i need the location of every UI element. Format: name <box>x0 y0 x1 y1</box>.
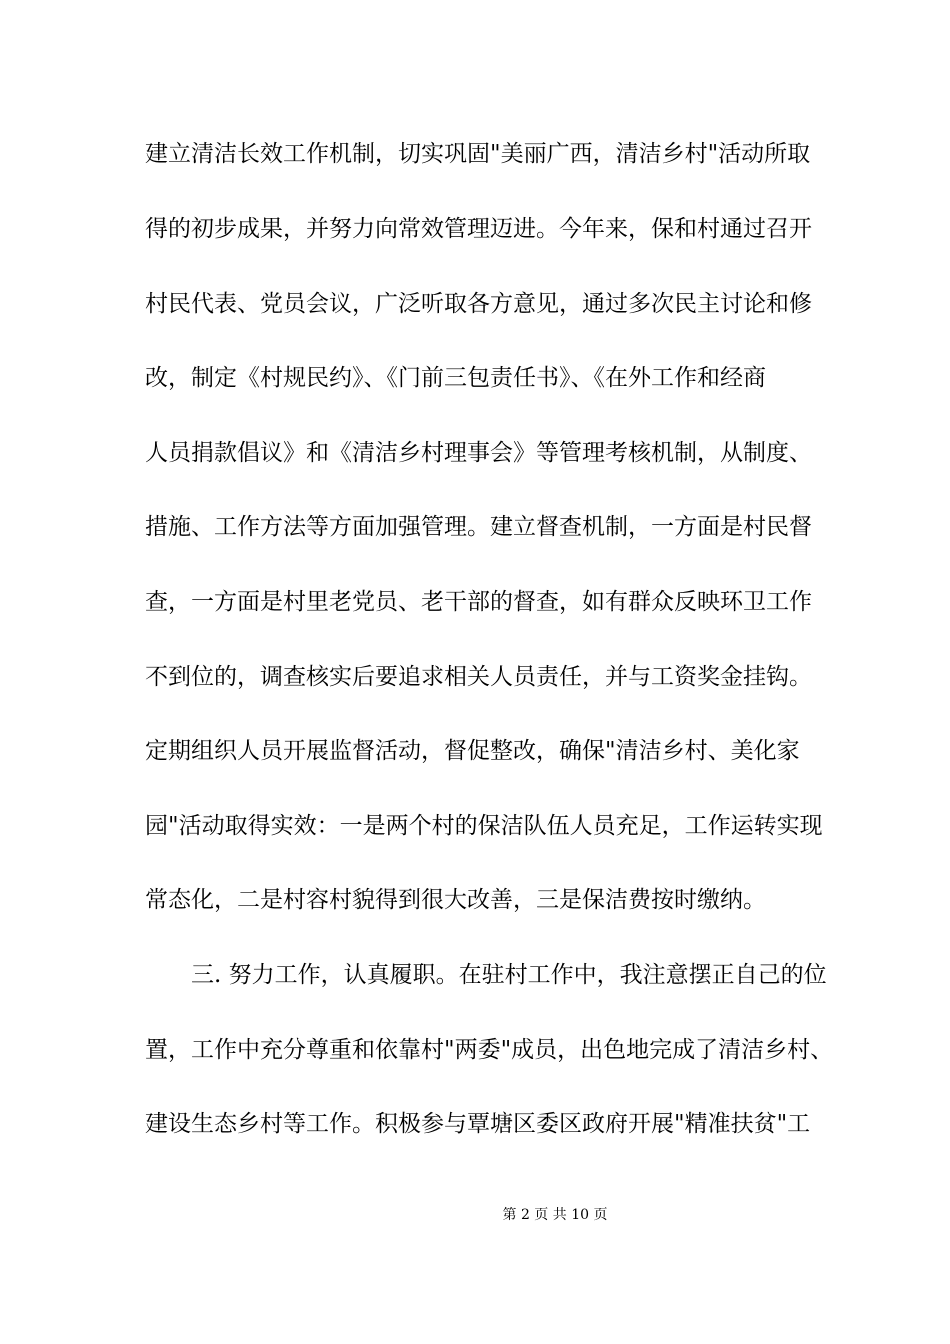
body-text-line: 常态化，二是村容村貌得到很大改善，三是保洁费按时缴纳。 <box>145 887 766 913</box>
body-text-line: 定期组织人员开展监督活动，督促整改，确保"清洁乡村、美化家 <box>145 738 800 764</box>
body-text-line: 园"活动取得实效：一是两个村的保洁队伍人员充足，工作运转实现 <box>145 813 823 839</box>
body-text-line: 建立清洁长效工作机制，切实巩固"美丽广西，清洁乡村"活动所取 <box>145 141 811 167</box>
body-text-line: 不到位的，调查核实后要追求相关人员责任，并与工资奖金挂钩。 <box>145 664 812 690</box>
body-text-line: 得的初步成果，并努力向常效管理迈进。今年来，保和村通过召开 <box>145 216 812 242</box>
body-text-line: 查，一方面是村里老党员、老干部的督查，如有群众反映环卫工作 <box>145 589 812 615</box>
body-text-line: 村民代表、党员会议，广泛听取各方意见，通过多次民主讨论和修 <box>145 291 812 317</box>
body-text-line: 建设生态乡村等工作。积极参与覃塘区委区政府开展"精准扶贫"工 <box>145 1111 811 1137</box>
body-text-line: 措施、工作方法等方面加强管理。建立督查机制，一方面是村民督 <box>145 514 812 540</box>
body-text-line: 人员捐款倡议》和《清洁乡村理事会》等管理考核机制，从制度、 <box>145 440 812 466</box>
body-text-line: 置，工作中充分尊重和依靠村"两委"成员，出色地完成了清洁乡村、 <box>145 1037 834 1063</box>
page-number-footer: 第 2 页 共 10 页 <box>502 1207 608 1223</box>
section-heading-line: 三. 努力工作，认真履职。在驻村工作中，我注意摆正自己的位 <box>191 962 827 988</box>
body-text-line: 改，制定《村规民约》、《门前三包责任书》、《在外工作和经商 <box>145 365 766 391</box>
